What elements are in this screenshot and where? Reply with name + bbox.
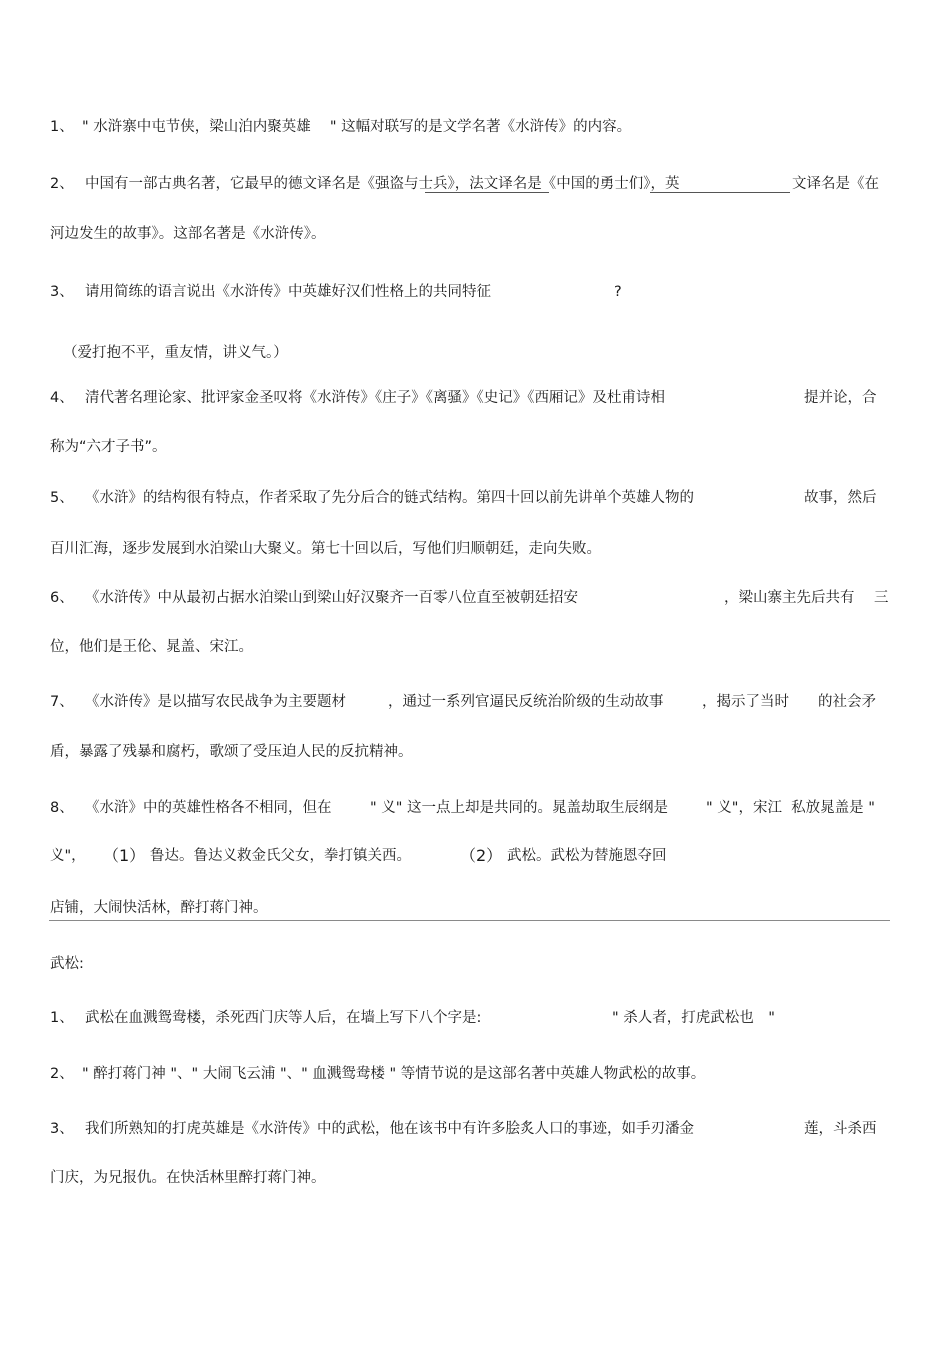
item-number: 5、 <box>50 490 74 506</box>
question-text: 武松。武松为替施恩夺回 <box>507 848 667 864</box>
item-number: 2、 <box>50 1066 74 1082</box>
question-text: 请用简练的语言说出《水浒传》中英雄好汉们性格上的共同特征 <box>85 284 491 300</box>
question-text: 店铺，大闹快活林，醉打蒋门神。 <box>50 900 268 916</box>
question-text: 鲁达。鲁达义救金氏父女，拳打镇关西。 <box>150 848 411 864</box>
question-text: 的社会矛 <box>818 694 876 710</box>
item-number: 2、 <box>50 176 74 192</box>
item-number: 1、 <box>50 119 74 135</box>
question-text: 《水浒》中的英雄性格各不相同，但在 <box>85 800 332 816</box>
question-text: " 义" 这一点上却是共同的。晁盖劫取生辰纲是 <box>370 800 669 816</box>
underline <box>425 192 549 193</box>
question-text: 义"， <box>50 848 86 864</box>
question-text: 盾，暴露了残暴和腐朽，歌颂了受压迫人民的反抗精神。 <box>50 744 413 760</box>
question-text: " 醉打蒋门神 "、" 大闹飞云浦 "、" 血溅鸳鸯楼 " 等情节说的是这部名著中英雄人物武松的故事。 <box>82 1066 706 1082</box>
item-number: 6、 <box>50 590 74 606</box>
question-text: 中国有一部古典名著，它最早的德文译名是《强盗与士兵》，法文译名是《中国的勇士们》，英 <box>85 176 680 192</box>
question-text: 门庆，为兄报仇。在快活林里醉打蒋门神。 <box>50 1170 326 1186</box>
quoted-answer: " 杀人者，打虎武松也 " <box>612 1010 775 1026</box>
question-text: 武松在血溅鸳鸯楼，杀死西门庆等人后，在墙上写下八个字是: <box>85 1010 482 1026</box>
question-mark: ? <box>614 284 622 300</box>
section-divider <box>49 920 890 921</box>
question-text: 故事，然后 <box>804 490 877 506</box>
question-text: 我们所熟知的打虎英雄是《水浒传》中的武松，他在该书中有许多脍炙人口的事迹，如手刃潘金 <box>85 1121 694 1137</box>
question-text: 清代著名理论家、批评家金圣叹将《水浒传》《庄子》《离骚》《史记》《西厢记》及杜甫诗相 <box>85 390 665 406</box>
question-text: 称为“六才子书”。 <box>50 439 167 455</box>
question-text: （2） <box>460 846 503 865</box>
item-number: 3、 <box>50 284 74 300</box>
question-text: ，梁山寨主先后共有 <box>724 590 855 606</box>
question-text: （1） <box>103 846 146 865</box>
answer-text: （爱打抱不平，重友情，讲义气。） <box>63 345 288 361</box>
question-text: 莲，斗杀西 <box>804 1121 877 1137</box>
section-title: 武松: <box>50 956 84 972</box>
question-text: " 水浒寨中屯节侠，梁山泊内聚英雄 " 这幅对联写的是文学名著《水浒传》的内容。 <box>82 119 632 135</box>
question-text: 文译名是《在 <box>792 176 879 192</box>
item-number: 7、 <box>50 694 74 710</box>
question-text: 百川汇海，逐步发展到水泊梁山大聚义。第七十回以后，写他们归顺朝廷，走向失败。 <box>50 541 601 557</box>
question-text: 《水浒传》是以描写农民战争为主要题材 <box>85 694 346 710</box>
question-text: 《水浒》的结构很有特点，作者采取了先分后合的链式结构。第四十回以前先讲单个英雄人物的 <box>85 490 694 506</box>
question-text: 位，他们是王伦、晁盖、宋江。 <box>50 639 253 655</box>
item-number: 8、 <box>50 800 74 816</box>
question-text: 提并论，合 <box>804 390 877 406</box>
underline <box>650 192 790 193</box>
item-number: 1、 <box>50 1010 74 1026</box>
item-number: 4、 <box>50 390 74 406</box>
question-text: 三 <box>874 590 889 606</box>
question-text: ，通过一系列官逼民反统治阶级的生动故事 <box>388 694 664 710</box>
question-text: " 义"，宋江 私放晁盖是 " <box>706 800 875 816</box>
question-text: 《水浒传》中从最初占据水泊梁山到梁山好汉聚齐一百零八位直至被朝廷招安 <box>85 590 578 606</box>
question-text: 河边发生的故事》。这部名著是《水浒传》。 <box>50 226 326 242</box>
question-text: ，揭示了当时 <box>702 694 789 710</box>
item-number: 3、 <box>50 1121 74 1137</box>
